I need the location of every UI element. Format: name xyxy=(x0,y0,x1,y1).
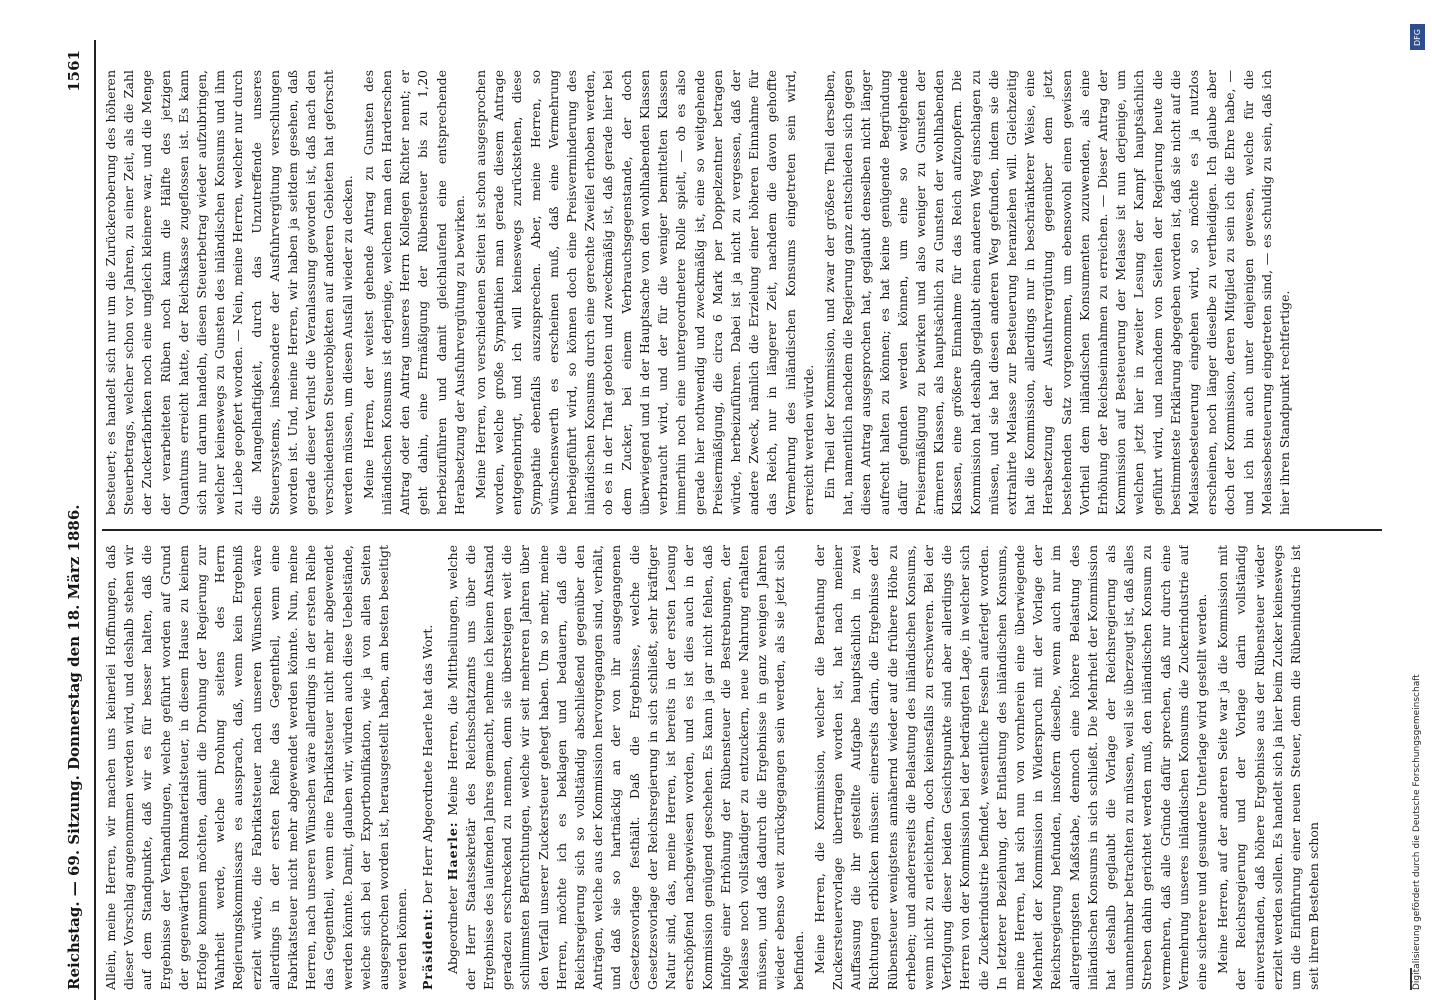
dfg-logo: DFG xyxy=(1410,24,1425,50)
paragraph: Ein Theil der Kommission, und zwar der größere Theil derselben, hat, namentlich nachdem die Regierung ganz entschieden sich gegen diesen Antrag ausgesprochen hat, geglaubt denselben nicht länger aufrecht halten zu können; es hat keine genügende Begründung dafür gefunden werden können, um eine so weitgehende Preisermäßigung zu bewirken und also weniger zu Gunsten der ärmeren Klassen, als hauptsächlich zu Gunsten der wohlhabenden Klassen, eine größere Einnahme für das Reich aufzuopfern. Die Kommission hat deshalb geglaubt einen anderen Weg einschlagen zu müssen, und sie hat diesen anderen Weg gefunden, indem sie die extrahirte Melasse zur Besteuerung heranziehen will. Gleichzeitig hat die Kommission, allerdings nur in beschränkterer Weise, eine Herabsetzung der Ausfuhrvergütung gegenüber dem jetzt bestehenden Satz vorgenommen, um ebensowohl einen gewissen Vortheil dem inländischen Konsumenten zuzuwenden, als eine Erhöhung der Reichseinnahmen zu erreichen. — Dieser Antrag der Kommission auf Besteuerung der Melasse ist nun derjenige, um welchen jetzt hier in zweiter Lesung der Kampf hauptsächlich geführt wird, und nachdem von Seiten der Regierung heute die bestimmteste Erklärung abgegeben worden ist, daß sie nicht auf die Melassebesteuerung eingehen wird, so möchte es ja nutzlos erscheinen, noch länger dieselbe zu vertheidigen. Ich glaube aber doch der Kommission, deren Mitglied zu sein ich die Ehre habe, — und ich bin auch unter denjenigen gewesen, welche für die Melassebesteuerung eingetreten sind, — es schuldig zu sein, daß ich hier ihren Standpunkt rechtfertige. xyxy=(821,70,1292,515)
page-number: 1561 xyxy=(65,50,83,92)
digitization-footer xyxy=(1408,0,1428,1000)
right-column xyxy=(102,70,1387,515)
header-rule xyxy=(94,40,96,1000)
running-header xyxy=(60,50,88,990)
speaker-paragraph xyxy=(444,545,808,990)
column-divider xyxy=(102,529,1382,531)
paragraph: Meine Herren, der weitest gehende Antrag zu Gunsten des inländischen Konsums ist derjenige, welchen man den Harderschen Antrag oder den Antrag unseres Herrn Kollegen Richter nennt; er geht dahin, eine Ermäßigung der Rübensteuer bis zu 1,20 herbeizuführen und damit gleichlaufend eine entsprechende Herabsetzung der Ausfuhrvergütung zu bewirken. xyxy=(360,70,467,515)
speech-text: Meine Herren, die Mittheilungen, welche der Herr Staatssekretär des Reichsschatzamts uns über die Ergebnisse des laufenden Jahres gemacht, nehme ich keinen Anstand geradezu erschreckend zu nennen, denn sie übersteigen weit die schlimmsten Befürchtungen, welche wir seit mehreren Jahren über den Verfall unserer Zuckersteuer gehegt haben. Um so mehr, meine Herren, möchte ich es beklagen und bedauern, daß die Reichsregierung sich so vollständig abschließend gegenüber den Anträgen, welche aus der Kommission hervorgegangen sind, verhält, und daß sie so hartnäckig an der von ihr ausgegangenen Gesetzesvorlage festhält. Daß die Ergebnisse, welche die Gesetzesvorlage der Reichsregierung in sich schließt, sehr kräftiger Natur sind, das, meine Herren, ist bereits in der ersten Lesung erschöpfend nachgewiesen worden, und es ist dies auch in der Kommission genügend geschehen. Es kann ja gar nicht fehlen, daß infolge einer Erhöhung der Rübensteuer die Bestrebungen, der Melasse noch vollständiger zu entzuckern, neue Nahrung erhalten müssen, und daß dadurch die Ergebnisse in ganz wenigen Jahren wieder ebenso weit zurückgegangen sein werden, als sie jetzt sich befinden. xyxy=(444,545,806,990)
president-label: Präsident: xyxy=(420,907,436,990)
rotated-page-content xyxy=(60,40,1390,1000)
paragraph: Meine Herren, die Kommission, welcher die Berathung der Zuckersteuervorlage übertragen worden ist, hat nach meiner Auffassung die ihr gestellte Aufgabe hauptsächlich in zwei Richtungen erblicken müssen: einerseits darin, die Ergebnisse der Rübensteuer wenigstens annähernd wieder auf die frühere Höhe zu erheben; und andererseits die Belastung des inländischen Konsums, wenn nicht zu erleichtern, doch keinesfalls zu erschweren. Bei der Verfolgung dieser beiden Gesichtspunkte sind aber allerdings die Herren von der Kommission bei der bedrängten Lage, in welcher sich die Zuckerindustrie befindet, wesentliche Fesseln auferlegt worden. In letzterer Beziehung, der Entlastung des inländischen Konsums, meine Herren, hat sich nun von vornherein eine überwiegende Mehrheit der Kommission in Widerspruch mit der Vorlage der Reichsregierung befunden, insofern dieselbe, wenn auch nur im allergeringsten Maßstabe, dennoch eine höhere Belastung des inländischen Konsums in sich schließt. Die Mehrheit der Kommission hat deshalb geglaubt die Vorlage der Reichsregierung als unannehmbar betrachten zu müssen, weil sie überzeugt ist, daß alles Streben dahin gerichtet werden muß, den inländischen Konsum zu vermehren, daß alle Gründe dafür sprechen, daß nur durch eine Vermehrung unseres inländischen Konsums die Zuckerindustrie auf eine sicherere und gesundere Unterlage wird gestellt werden. xyxy=(811,545,1209,990)
scan-edge-mark xyxy=(1410,968,1412,990)
paragraph: Meine Herren, auf der anderen Seite war ja die Kommission mit der Reichsregierung und der Vorlage darin vollständig einverstanden, daß höhere Ergebnisse aus der Rübensteuer wieder erzielt werden sollen. Es handelt sich ja hier beim Zucker keineswegs um die Einführung einer neuen Steuer, denn die Rübenindustrie ist seit ihrem Bestehen schon xyxy=(1215,545,1322,990)
left-column xyxy=(102,545,1387,990)
paragraph: besteuert; es handelt sich nur um die Zurückeroberung des höheren Steuerbetrags, welcher schon vor Jahren, zu einer Zeit, als die Zahl der Zuckerfabriken noch eine ungleich kleinere war, und die Menge der verarbeiteten Rüben noch kaum die Hälfte des jetzigen Quantums erreicht hatte, der Reichskasse zugeflossen ist. Es kann sich nur darum handeln, diesen Steuerbetrag wieder aufzubringen, welcher keineswegs zu Gunsten des inländischen Konsums und ihm zu Liebe geopfert worden. — Nein, meine Herren, welcher nur durch die Mangelhaftigkeit, durch das Unzutreffende unseres Steuersystems, insbesondere der Ausfuhrvergütung verschlungen worden ist. Und, meine Herren, wir haben ja seitdem gesehen, daß gerade dieser Verlust die Veranlassung geworden ist, daß nach den verschiedensten Steuerobjekten auf anderen Gebieten hat geforscht werden müssen, um diesen Ausfall wieder zu decken. xyxy=(103,70,355,515)
president-line xyxy=(419,545,437,990)
digitization-note: Digitalisierung gefördert durch die Deutsche Forschungsgemeinschaft xyxy=(1412,674,1422,990)
paragraph: Allein, meine Herren, wir machen uns keinerlei Hoffnungen, daß dieser Vorschlag angenommen werden wird, und deshalb stehen wir auf dem Standpunkte, daß wir es für besser halten, daß die Ergebnisse der Verhandlungen, welche geführt worden auf Grund der gegenwärtigen Rohmaterialsteuer, in diesem Hause zu keinem Erfolge kommen möchten, damit die Drohung der Regierung zur Wahrheit werde, welche Drohung seitens des Herrn Regierungskommissars es aussprach, daß, wenn kein Ergebniß erzielt würde, die Fabrikatsteuer nach unseren Wünschen wäre allerdings in der ersten Reihe das Gegentheil, wenn eine Fabrikatsteuer nicht mehr abgewendet werden könnte. Nun, meine Herren, nach unseren Wünschen wäre allerdings in der ersten Reihe das Gegentheil, wenn eine Fabrikatsteuer nicht mehr abgewendet werden könnte. Damit, glauben wir, würden auch diese Uebelstände, welche sich bei der Exportbonifikation, wie ja von allen Seiten ausgesprochen worden ist, herausgestellt haben, am besten beseitigt werden können. xyxy=(103,545,410,990)
paragraph: Meine Herren, von verschiedenen Seiten ist schon ausgesprochen worden, welche große Sympathien man gerade diesem Antrage entgegenbringt, und ich will keineswegs zurückstehen, diese Sympathie ebenfalls auszusprechen. Aber, meine Herren, so wünschenswerth es erscheinen muß, daß eine Vermehrung herbeigeführt wird, so können doch eine Preisverminderung des inländischen Konsums durch eine gerechte Zweifel erhoben werden, ob es in der That geboten und zweckmäßig ist, daß gerade hier bei dem Zucker, bei einem Verbrauchsgegenstande, der doch überwiegend und in der Hauptsache von den wohlhabenden Klassen verbraucht wird, und der für die weniger bemittelten Klassen immerhin noch eine untergeordnetere Rolle spielt, — ob es also gerade hier nothwendig und zweckmäßig ist, eine so weitgehende Preisermäßigung, die circa 6 Mark per Doppelzentner betragen würde, herbeizuführen. Dabei ist ja nicht zu vergessen, daß der andere Zweck, nämlich die Erzielung einer höheren Einnahme für das Reich, nur in längerer Zeit, nachdem die davon gehoffte Vermehrung des inländischen Konsums eingetreten sein wird, erreicht werden würde. xyxy=(473,70,816,515)
header-title: Reichstag. — 69. Sitzung. Donnerstag den 18. März 1886. xyxy=(65,504,83,990)
speaker-intro: Abgeordneter xyxy=(444,886,460,974)
speaker-name: Haerle: xyxy=(444,821,460,881)
president-text: Der Herr Abgeordnete Haerle hat das Wort. xyxy=(420,624,436,904)
